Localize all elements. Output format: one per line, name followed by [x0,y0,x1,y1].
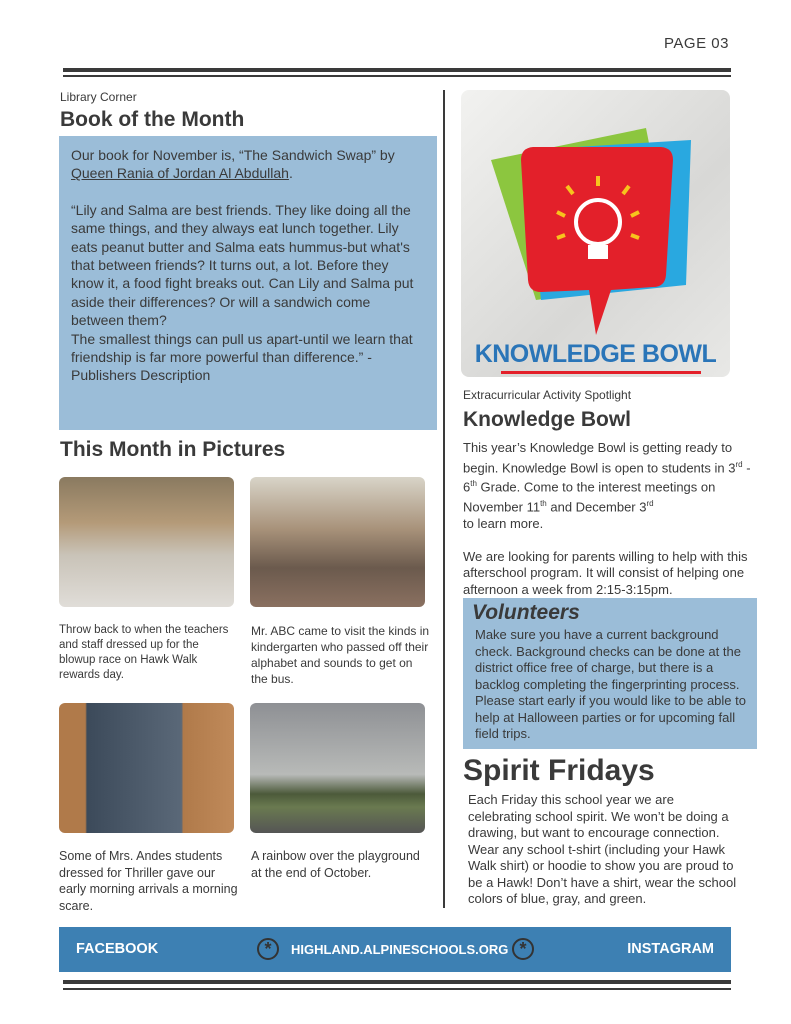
author-link[interactable]: Queen Rania of Jordan Al Abdullah [71,165,289,182]
sup: rd [735,459,743,469]
column-divider [443,90,445,908]
intro-text: Our book for November is, “The Sandwich Swap” by [71,147,395,163]
kb-text-e: to learn more. [463,515,544,531]
sup: rd [646,499,654,509]
caption-1: Throw back to when the teachers and staff dressed up for the blowup race on Hawk Walk rewards day. [59,624,229,681]
kb-parents-text: We are looking for parents willing to help with this afterschool program. It will consist of helping one afternoon a week from 2:15-3:15pm. [463,548,748,597]
facebook-link[interactable]: FACEBOOK [76,941,159,957]
kb-text-d: and December 3 [546,499,647,515]
knowledge-bowl-logo [461,90,730,377]
photo-thriller [59,703,234,833]
photo-rainbow [250,703,425,833]
activity-kicker: Extracurricular Activity Spotlight [463,388,632,402]
page-number: PAGE 03 [664,35,729,52]
instagram-link[interactable]: INSTAGRAM [627,941,714,957]
lightbulb-speech-icon [461,90,730,377]
spirit-fridays-title: Spirit Fridays [463,754,655,787]
knowledge-bowl-text [463,440,758,598]
pictures-title: This Month in Pictures [60,438,286,461]
kb-text-c: Grade. Come to the interest meetings on November 11 [463,479,716,515]
caption-4: A rainbow over the playground at the end of October. [251,849,420,880]
volunteers-text: Make sure you have a current background check. Background checks can be done at the district office free of charge, but there is a backlog completing the fingerprinting process. Please start early if you would like to be able to help at Halloween parties or for upcoming fall field trips. [475,627,746,741]
kb-text-b: - 6 [463,459,751,495]
sup: th [470,479,477,489]
photo-blowup-race [59,477,234,607]
header-rule-thin [63,75,731,77]
book-intro [71,146,425,183]
library-kicker: Library Corner [60,90,137,104]
spirit-fridays-text: Each Friday this school year we are celebrating school spirit. We won’t be doing a drawing, but want to encourage connection. Wear any school t-shirt (including your Hawk Walk shirt) or hoodie to show you are proud to be a Hawk! Don’t have a shirt, wear the school colors of blue, gray, and green. [468,792,737,906]
sup: th [540,499,547,509]
book-description: “Lily and Salma are best friends. They like doing all the same things, and they always eat lunch together. Lily eats peanut butter and Salma eats hummus-but what's that between friends? It turns out, a lot. Before they know it, a food fight breaks out. Can Lily and Salma put aside their differences? Or will a sandwich come between them? The smallest things can pull us apart-until we learn that friendship is far more powerful than difference.” -Publishers Description [71,201,414,384]
caption-3: Some of Mrs. Andes students dressed for Thriller gave our early morning arrivals a morning scare. [59,849,238,913]
book-of-month-title: Book of the Month [60,108,245,131]
asterisk-icon: * [512,938,534,960]
volunteers-box [463,598,757,749]
author-suffix: . [288,165,293,182]
logo-underline [501,371,701,374]
logo-text: KNOWLEDGE BOWL [474,340,717,368]
footer-rule [63,980,731,984]
asterisk-icon: * [257,938,279,960]
book-box [59,136,437,430]
website-link[interactable]: HIGHLAND.ALPINESCHOOLS.ORG [291,942,509,957]
photo-mr-abc [250,477,425,607]
kb-text-a: This year’s Knowledge Bowl is getting ready to begin. Knowledge Bowl is open to students in 3 [463,440,736,475]
header-rule [63,68,731,72]
caption-2: Mr. ABC came to visit the kinds in kindergarten who passed off their alphabet and sounds to get on the bus. [251,624,430,686]
footer-bar [59,927,731,972]
footer-rule-thin [63,988,731,990]
knowledge-bowl-title: Knowledge Bowl [463,408,631,431]
volunteers-title: Volunteers [472,601,580,624]
